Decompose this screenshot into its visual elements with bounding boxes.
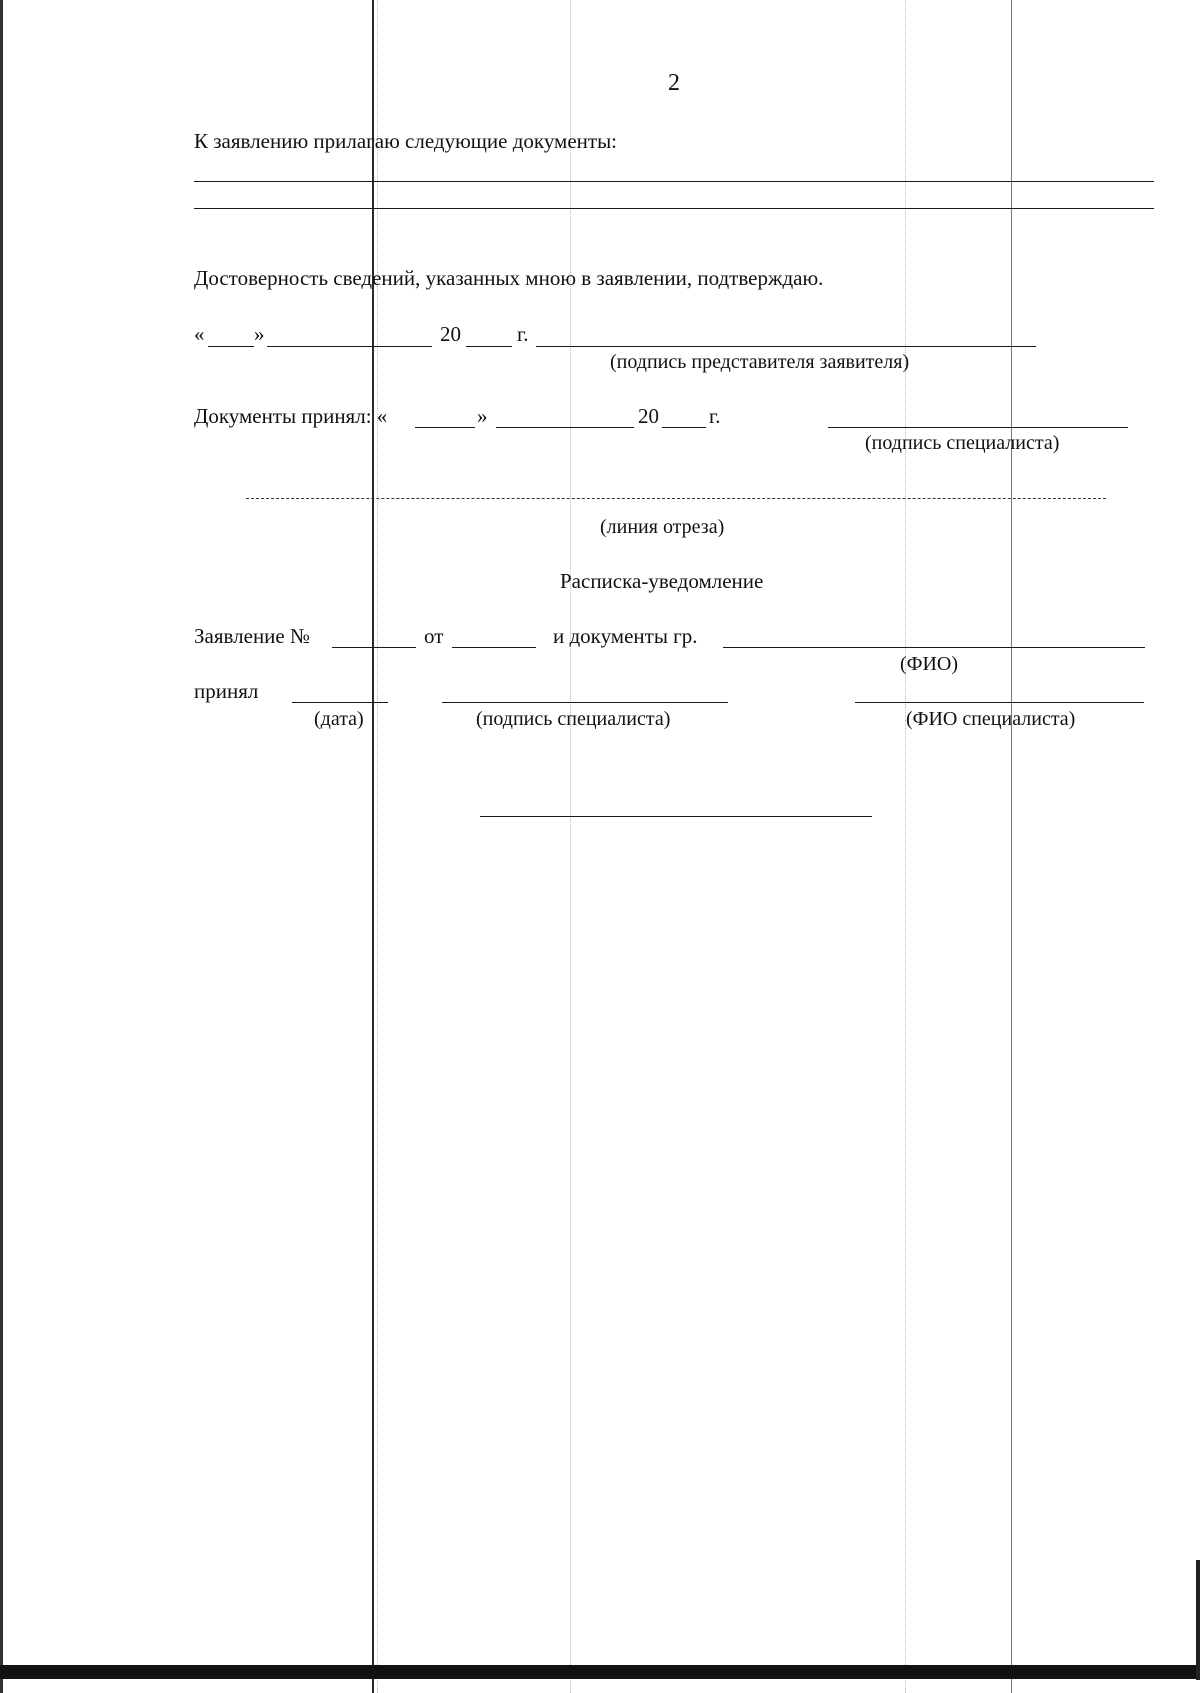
receipt-from-label: от [424, 624, 444, 648]
receipt-specialist-fio-caption: (ФИО специалиста) [906, 708, 1076, 730]
scan-right-edge [1196, 1560, 1200, 1680]
receipt-fio-caption: (ФИО) [900, 653, 959, 675]
receipt-date-caption: (дата) [314, 708, 364, 730]
receipt-application-date-field[interactable] [452, 647, 536, 648]
scan-fold-line-right [1011, 0, 1012, 1693]
confirmation-month-field[interactable] [267, 346, 432, 347]
received-specialist-signature-caption: (подпись специалиста) [865, 432, 1060, 454]
receipt-specialist-signature-field[interactable] [442, 702, 728, 703]
confirmation-quote-close: » [254, 322, 265, 346]
applicant-representative-signature-field[interactable] [536, 346, 1036, 347]
received-month-field[interactable] [496, 427, 634, 428]
confirmation-year-suffix: г. [517, 322, 529, 346]
scan-fold-line-left [372, 0, 374, 1693]
confirmation-year-field[interactable] [466, 346, 512, 347]
receipt-documents-label: и документы гр. [553, 624, 698, 648]
scan-fold-line-right-faint [905, 0, 906, 1693]
attachments-line-1[interactable] [194, 181, 1154, 182]
received-year-field[interactable] [662, 427, 706, 428]
scan-fold-line-middle [570, 0, 571, 1693]
receipt-application-label: Заявление № [194, 624, 311, 648]
cut-line [246, 498, 1106, 499]
scan-left-edge [0, 0, 3, 1693]
receipt-accepted-label: принял [194, 679, 259, 703]
received-year-suffix: г. [709, 404, 721, 428]
received-day-field[interactable] [415, 427, 475, 428]
receipt-specialist-signature-caption: (подпись специалиста) [476, 708, 671, 730]
received-label: Документы принял: « [194, 404, 388, 428]
cut-line-caption: (линия отреза) [600, 516, 725, 538]
confirmation-text: Достоверность сведений, указанных мною в заявлении, подтверждаю. [194, 266, 824, 290]
receipt-specialist-fio-field[interactable] [855, 702, 1144, 703]
confirmation-day-field[interactable] [208, 346, 254, 347]
confirmation-year-prefix: 20 [440, 322, 461, 346]
received-quote-close: » [477, 404, 488, 428]
receipt-citizen-fio-field[interactable] [723, 647, 1145, 648]
received-specialist-signature-field[interactable] [828, 427, 1128, 428]
receipt-title: Расписка-уведомление [560, 569, 764, 593]
receipt-application-number-field[interactable] [332, 647, 416, 648]
confirmation-quote-open: « [194, 322, 205, 346]
receipt-accepted-date-field[interactable] [292, 702, 388, 703]
received-year-prefix: 20 [638, 404, 659, 428]
attachments-line-2[interactable] [194, 208, 1154, 209]
attachments-label: К заявлению прилагаю следующие документы: [194, 129, 618, 153]
scan-fold-line-left-faint [377, 0, 378, 1693]
applicant-representative-signature-caption: (подпись представителя заявителя) [610, 351, 910, 373]
closing-rule [480, 816, 872, 817]
scan-bottom-bar [0, 1665, 1200, 1679]
page-number: 2 [668, 70, 680, 96]
